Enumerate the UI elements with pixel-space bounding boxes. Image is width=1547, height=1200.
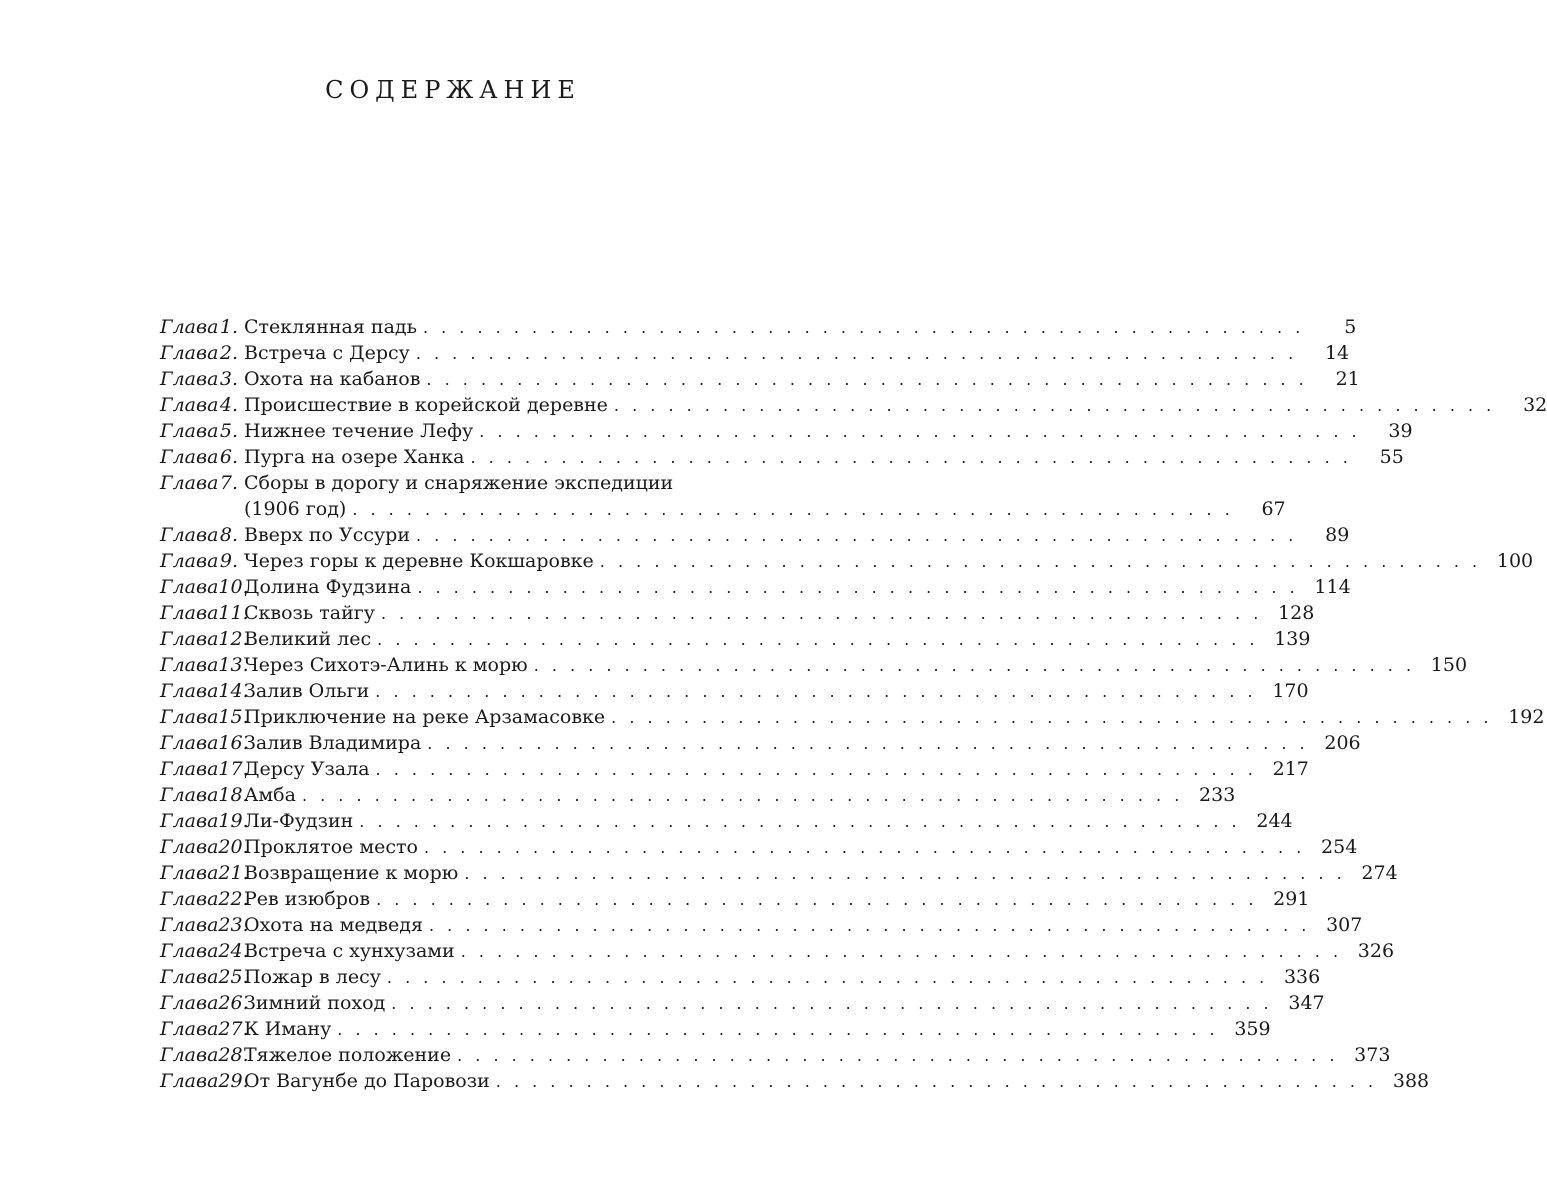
chapter-word: Глава (160, 524, 219, 546)
page-number: 139 (1274, 628, 1311, 650)
toc-entry (160, 730, 1361, 756)
chapter-word: Глава (160, 914, 219, 936)
page-number: 206 (1324, 732, 1361, 754)
dot-leader: . . . . . . . . . . . . . . . . . . . . . . . . . . . . . . . . . . . . . . . . . . . . . . . . . (375, 760, 1257, 779)
page-number: 14 (1324, 342, 1350, 364)
dot-leader: . . . . . . . . . . . . . . . . . . . . . . . . . . . . . . . . . . . . . . . . . . . . . . . . . (415, 526, 1298, 545)
chapter-title: Ли-Фудзин (244, 810, 354, 832)
chapter-title: Рев изюбров (244, 888, 371, 910)
chapter-title: Нижнее течение Лефу (244, 420, 474, 442)
chapter-word: Глава (160, 810, 219, 832)
chapter-title: Через Сихотэ-Алинь к морю (244, 654, 528, 676)
chapter-number: 27. (218, 1018, 249, 1040)
chapter-title: Встреча с Дерсу (244, 342, 410, 364)
toc-entry (160, 652, 1468, 678)
dot-leader: . . . . . . . . . . . . . . . . . . . . . . . . . . . . . . . . . . . . . . . . . . . . . . . . . (429, 916, 1311, 935)
table-of-contents (160, 314, 1547, 1094)
dot-leader: . . . . . . . . . . . . . . . . . . . . . . . . . . . . . . . . . . . . . . . . . . . . . . . . . (301, 786, 1184, 805)
chapter-title: Тяжелое положение (244, 1044, 452, 1066)
chapter-label (160, 392, 244, 418)
page-number: 67 (1261, 498, 1286, 520)
dot-leader: . . . . . . . . . . . . . . . . . . . . . . . . . . . . . . . . . . . . . . . . . . . . . . . . . (337, 1020, 1219, 1039)
chapter-title: От Вагунбе до Паровози (244, 1070, 490, 1092)
dot-leader: . . . . . . . . . . . . . . . . . . . . . . . . . . . . . . . . . . . . . . . . . . . . . . . . . (426, 370, 1308, 389)
chapter-label (160, 964, 249, 990)
chapter-label (160, 626, 249, 652)
chapter-label (160, 808, 249, 834)
chapter-number: 8. (219, 524, 238, 546)
toc-entry (160, 574, 1351, 600)
page-number: 388 (1392, 1070, 1430, 1092)
chapter-word: Глава (160, 342, 219, 364)
toc-entry (160, 782, 1236, 808)
chapter-label (160, 860, 249, 886)
chapter-number: 25. (218, 966, 249, 988)
dot-leader: . . . . . . . . . . . . . . . . . . . . . . . . . . . . . . . . . . . . . . . . . . . . . . . . . (611, 708, 1493, 727)
chapter-title: Дерсу Узала (244, 758, 370, 780)
toc-entry (160, 808, 1293, 834)
chapter-word: Глава (160, 446, 219, 468)
chapter-title: Проклятое место (244, 836, 418, 858)
dot-leader: . . . . . . . . . . . . . . . . . . . . . . . . . . . . . . . . . . . . . . . . . . . . . . . . . (352, 500, 1234, 519)
chapter-word: Глава (160, 706, 219, 728)
chapter-word: Глава (160, 680, 219, 702)
chapter-label (160, 340, 244, 366)
chapter-label (160, 314, 244, 340)
chapter-number: 18. (218, 784, 249, 806)
toc-entry (160, 392, 1547, 418)
dot-leader: . . . . . . . . . . . . . . . . . . . . . . . . . . . . . . . . . . . . . . . . . . . . . . . . . (457, 1046, 1339, 1065)
chapter-number: 29. (218, 1070, 249, 1092)
dot-leader: . . . . . . . . . . . . . . . . . . . . . . . . . . . . . . . . . . . . . . . . . . . . . . . . . (380, 604, 1263, 623)
page-number: 326 (1357, 940, 1395, 962)
chapter-title: Долина Фудзина (244, 576, 412, 598)
page-number: 39 (1388, 420, 1413, 442)
chapter-label (160, 782, 249, 808)
page-number: 233 (1199, 784, 1236, 806)
toc-entry (160, 470, 736, 496)
page-number: 192 (1508, 706, 1545, 728)
chapter-number: 22. (218, 888, 249, 910)
dot-leader: . . . . . . . . . . . . . . . . . . . . . . . . . . . . . . . . . . . . . . . . . . . . . . . . . (423, 838, 1306, 857)
dot-leader: . . . . . . . . . . . . . . . . . . . . . . . . . . . . . . . . . . . . . . . . . . . . . . . . . (415, 344, 1298, 363)
dot-leader: . . . . . . . . . . . . . . . . . . . . . . . . . . . . . . . . . . . . . . . . . . . . . . . . . (533, 656, 1416, 675)
chapter-title: Сквозь тайгу (244, 602, 375, 624)
page-number: 5 (1344, 316, 1357, 338)
toc-entry (160, 314, 1357, 340)
chapter-title: Амба (244, 784, 296, 806)
page-number: 217 (1272, 758, 1309, 780)
chapter-title: Охота на медведя (244, 914, 423, 936)
chapter-label (160, 990, 249, 1016)
dot-leader: . . . . . . . . . . . . . . . . . . . . . . . . . . . . . . . . . . . . . . . . . . . . . . . . . (464, 864, 1346, 883)
chapter-label (160, 912, 249, 938)
chapter-number: 12. (218, 628, 249, 650)
chapter-number: 2. (219, 342, 238, 364)
chapter-number: 28. (218, 1044, 249, 1066)
chapter-title-continuation: (1906 год) (244, 498, 347, 520)
chapter-number: 11. (218, 602, 249, 624)
chapter-word: Глава (160, 316, 219, 338)
chapter-title: Великий лес (244, 628, 372, 650)
chapter-word: Глава (160, 576, 219, 598)
chapter-word: Глава (160, 758, 219, 780)
chapter-number: 5. (219, 420, 238, 442)
chapter-title: Возвращение к морю (244, 862, 459, 884)
chapter-label (160, 470, 244, 496)
toc-entry (160, 990, 1325, 1016)
chapter-number: 21. (218, 862, 249, 884)
chapter-number: 14. (218, 680, 249, 702)
dot-leader: . . . . . . . . . . . . . . . . . . . . . . . . . . . . . . . . . . . . . . . . . . . . . . . . . (391, 994, 1273, 1013)
chapter-title: Залив Ольги (244, 680, 370, 702)
chapter-label (160, 444, 244, 470)
chapter-title: Зимний поход (244, 992, 386, 1014)
chapter-title: Пурга на озере Ханка (244, 446, 465, 468)
chapter-label (160, 548, 244, 574)
page-number: 347 (1288, 992, 1325, 1014)
page-number: 89 (1325, 524, 1350, 546)
page-number: 244 (1256, 810, 1293, 832)
toc-entry (160, 860, 1398, 886)
dot-leader: . . . . . . . . . . . . . . . . . . . . . . . . . . . . . . . . . . . . . . . . . . . . . . . . . (613, 396, 1496, 415)
toc-entry (160, 1016, 1271, 1042)
chapter-title: Вверх по Уссури (244, 524, 410, 546)
page-number: 114 (1314, 576, 1351, 598)
page-number: 359 (1234, 1018, 1271, 1040)
toc-entry (160, 886, 1310, 912)
chapter-number: 10. (218, 576, 249, 598)
chapter-title: Встреча с хунхузами (244, 940, 455, 962)
chapter-number: 24. (218, 940, 249, 962)
chapter-label (160, 1016, 249, 1042)
toc-entry-continuation (160, 496, 1286, 522)
chapter-title: Залив Владимира (244, 732, 422, 754)
chapter-label (160, 574, 249, 600)
chapter-number: 9. (219, 550, 238, 572)
toc-entry (160, 626, 1311, 652)
toc-entry (160, 444, 1404, 470)
dot-leader: . . . . . . . . . . . . . . . . . . . . . . . . . . . . . . . . . . . . . . . . . . . . . . . . . (495, 1072, 1378, 1091)
chapter-word: Глава (160, 1018, 219, 1040)
dot-leader: . . . . . . . . . . . . . . . . . . . . . . . . . . . . . . . . . . . . . . . . . . . . . . . . . (422, 318, 1305, 337)
chapter-number: 20. (218, 836, 249, 858)
chapter-number: 6. (219, 446, 238, 468)
chapter-word: Глава (160, 784, 219, 806)
chapter-title: Сборы в дорогу и снаряжение экспедиции (244, 472, 674, 494)
dot-leader: . . . . . . . . . . . . . . . . . . . . . . . . . . . . . . . . . . . . . . . . . . . . . . . . . (376, 890, 1258, 909)
page-number: 254 (1321, 836, 1358, 858)
chapter-word: Глава (160, 472, 219, 494)
chapter-label (160, 938, 249, 964)
toc-entry (160, 704, 1545, 730)
page-number: 336 (1283, 966, 1321, 988)
toc-entry (160, 418, 1413, 444)
dot-leader: . . . . . . . . . . . . . . . . . . . . . . . . . . . . . . . . . . . . . . . . . . . . . . . . . (460, 942, 1343, 961)
chapter-title: Стеклянная падь (244, 316, 417, 338)
chapter-title: Приключение на реке Арзамасовке (244, 706, 606, 728)
chapter-label (160, 756, 249, 782)
dot-leader: . . . . . . . . . . . . . . . . . . . . . . . . . . . . . . . . . . . . . . . . . . . . . . . . . (470, 448, 1352, 467)
toc-entry (160, 756, 1309, 782)
dot-leader: . . . . . . . . . . . . . . . . . . . . . . . . . . . . . . . . . . . . . . . . . . . . . . . . . (599, 552, 1482, 571)
toc-entry (160, 1068, 1430, 1094)
page-number: 100 (1496, 550, 1534, 572)
chapter-number: 1. (219, 316, 238, 338)
chapter-label (160, 704, 249, 730)
dot-leader: . . . . . . . . . . . . . . . . . . . . . . . . . . . . . . . . . . . . . . . . . . . . . . . . . (479, 422, 1361, 441)
page-number: 128 (1278, 602, 1315, 624)
chapter-title: Пожар в лесу (244, 966, 381, 988)
page-number: 291 (1273, 888, 1310, 910)
dot-leader: . . . . . . . . . . . . . . . . . . . . . . . . . . . . . . . . . . . . . . . . . . . . . . . . . (377, 630, 1259, 649)
page-number: 307 (1326, 914, 1363, 936)
chapter-word: Глава (160, 368, 219, 390)
chapter-number: 13. (218, 654, 249, 676)
toc-entry (160, 340, 1350, 366)
chapter-number: 3. (219, 368, 238, 390)
chapter-word: Глава (160, 602, 219, 624)
chapter-word: Глава (160, 654, 219, 676)
page-number: 32 (1523, 394, 1547, 416)
chapter-label (160, 730, 249, 756)
page-number: 274 (1361, 862, 1398, 884)
page-title: СОДЕРЖАНИЕ (325, 76, 581, 104)
chapter-title: Через горы к деревне Кокшаровке (244, 550, 594, 572)
page-number: 55 (1379, 446, 1404, 468)
toc-entry (160, 964, 1321, 990)
dot-leader: . . . . . . . . . . . . . . . . . . . . . . . . . . . . . . . . . . . . . . . . . . . . . . . . . (359, 812, 1241, 831)
chapter-number: 17. (218, 758, 249, 780)
toc-entry (160, 834, 1358, 860)
chapter-word: Глава (160, 966, 219, 988)
toc-entry (160, 522, 1350, 548)
chapter-label (160, 652, 249, 678)
page-number: 150 (1430, 654, 1468, 676)
chapter-label (160, 366, 244, 392)
dot-leader: . . . . . . . . . . . . . . . . . . . . . . . . . . . . . . . . . . . . . . . . . . . . . . . . . (417, 578, 1299, 597)
chapter-label (160, 678, 249, 704)
chapter-word: Глава (160, 888, 219, 910)
chapter-title: Охота на кабанов (244, 368, 421, 390)
toc-entry (160, 938, 1395, 964)
toc-entry (160, 1042, 1391, 1068)
chapter-word: Глава (160, 940, 219, 962)
chapter-number: 7. (219, 472, 238, 494)
chapter-number: 23. (218, 914, 249, 936)
chapter-label (160, 418, 244, 444)
chapter-title: Происшествие в корейской деревне (244, 394, 608, 416)
chapter-label (160, 522, 244, 548)
chapter-label (160, 600, 249, 626)
toc-entry (160, 548, 1534, 574)
dot-leader: . . . . . . . . . . . . . . . . . . . . . . . . . . . . . . . . . . . . . . . . . . . . . . . . . (375, 682, 1257, 701)
toc-entry (160, 912, 1363, 938)
chapter-number: 16. (218, 732, 249, 754)
chapter-word: Глава (160, 394, 219, 416)
chapter-number: 19. (218, 810, 249, 832)
chapter-word: Глава (160, 628, 219, 650)
page-number: 373 (1354, 1044, 1391, 1066)
chapter-word: Глава (160, 732, 219, 754)
chapter-word: Глава (160, 862, 219, 884)
chapter-word: Глава (160, 1070, 219, 1092)
page-number: 170 (1272, 680, 1309, 702)
chapter-word: Глава (160, 420, 219, 442)
chapter-word: Глава (160, 1044, 219, 1066)
chapter-word: Глава (160, 992, 219, 1014)
dot-leader: . . . . . . . . . . . . . . . . . . . . . . . . . . . . . . . . . . . . . . . . . . . . . . . . . (427, 734, 1309, 753)
chapter-label (160, 886, 249, 912)
chapter-word: Глава (160, 836, 219, 858)
chapter-label (160, 834, 249, 860)
dot-leader: . . . . . . . . . . . . . . . . . . . . . . . . . . . . . . . . . . . . . . . . . . . . . . . . . (386, 968, 1269, 987)
chapter-title: К Иману (244, 1018, 332, 1040)
toc-entry (160, 366, 1360, 392)
toc-entry (160, 600, 1315, 626)
page-number: 21 (1335, 368, 1360, 390)
chapter-number: 4. (219, 394, 238, 416)
chapter-number: 26. (218, 992, 249, 1014)
chapter-number: 15. (218, 706, 249, 728)
chapter-label (160, 1042, 249, 1068)
chapter-word: Глава (160, 550, 219, 572)
chapter-label (160, 1068, 249, 1094)
toc-entry (160, 678, 1309, 704)
